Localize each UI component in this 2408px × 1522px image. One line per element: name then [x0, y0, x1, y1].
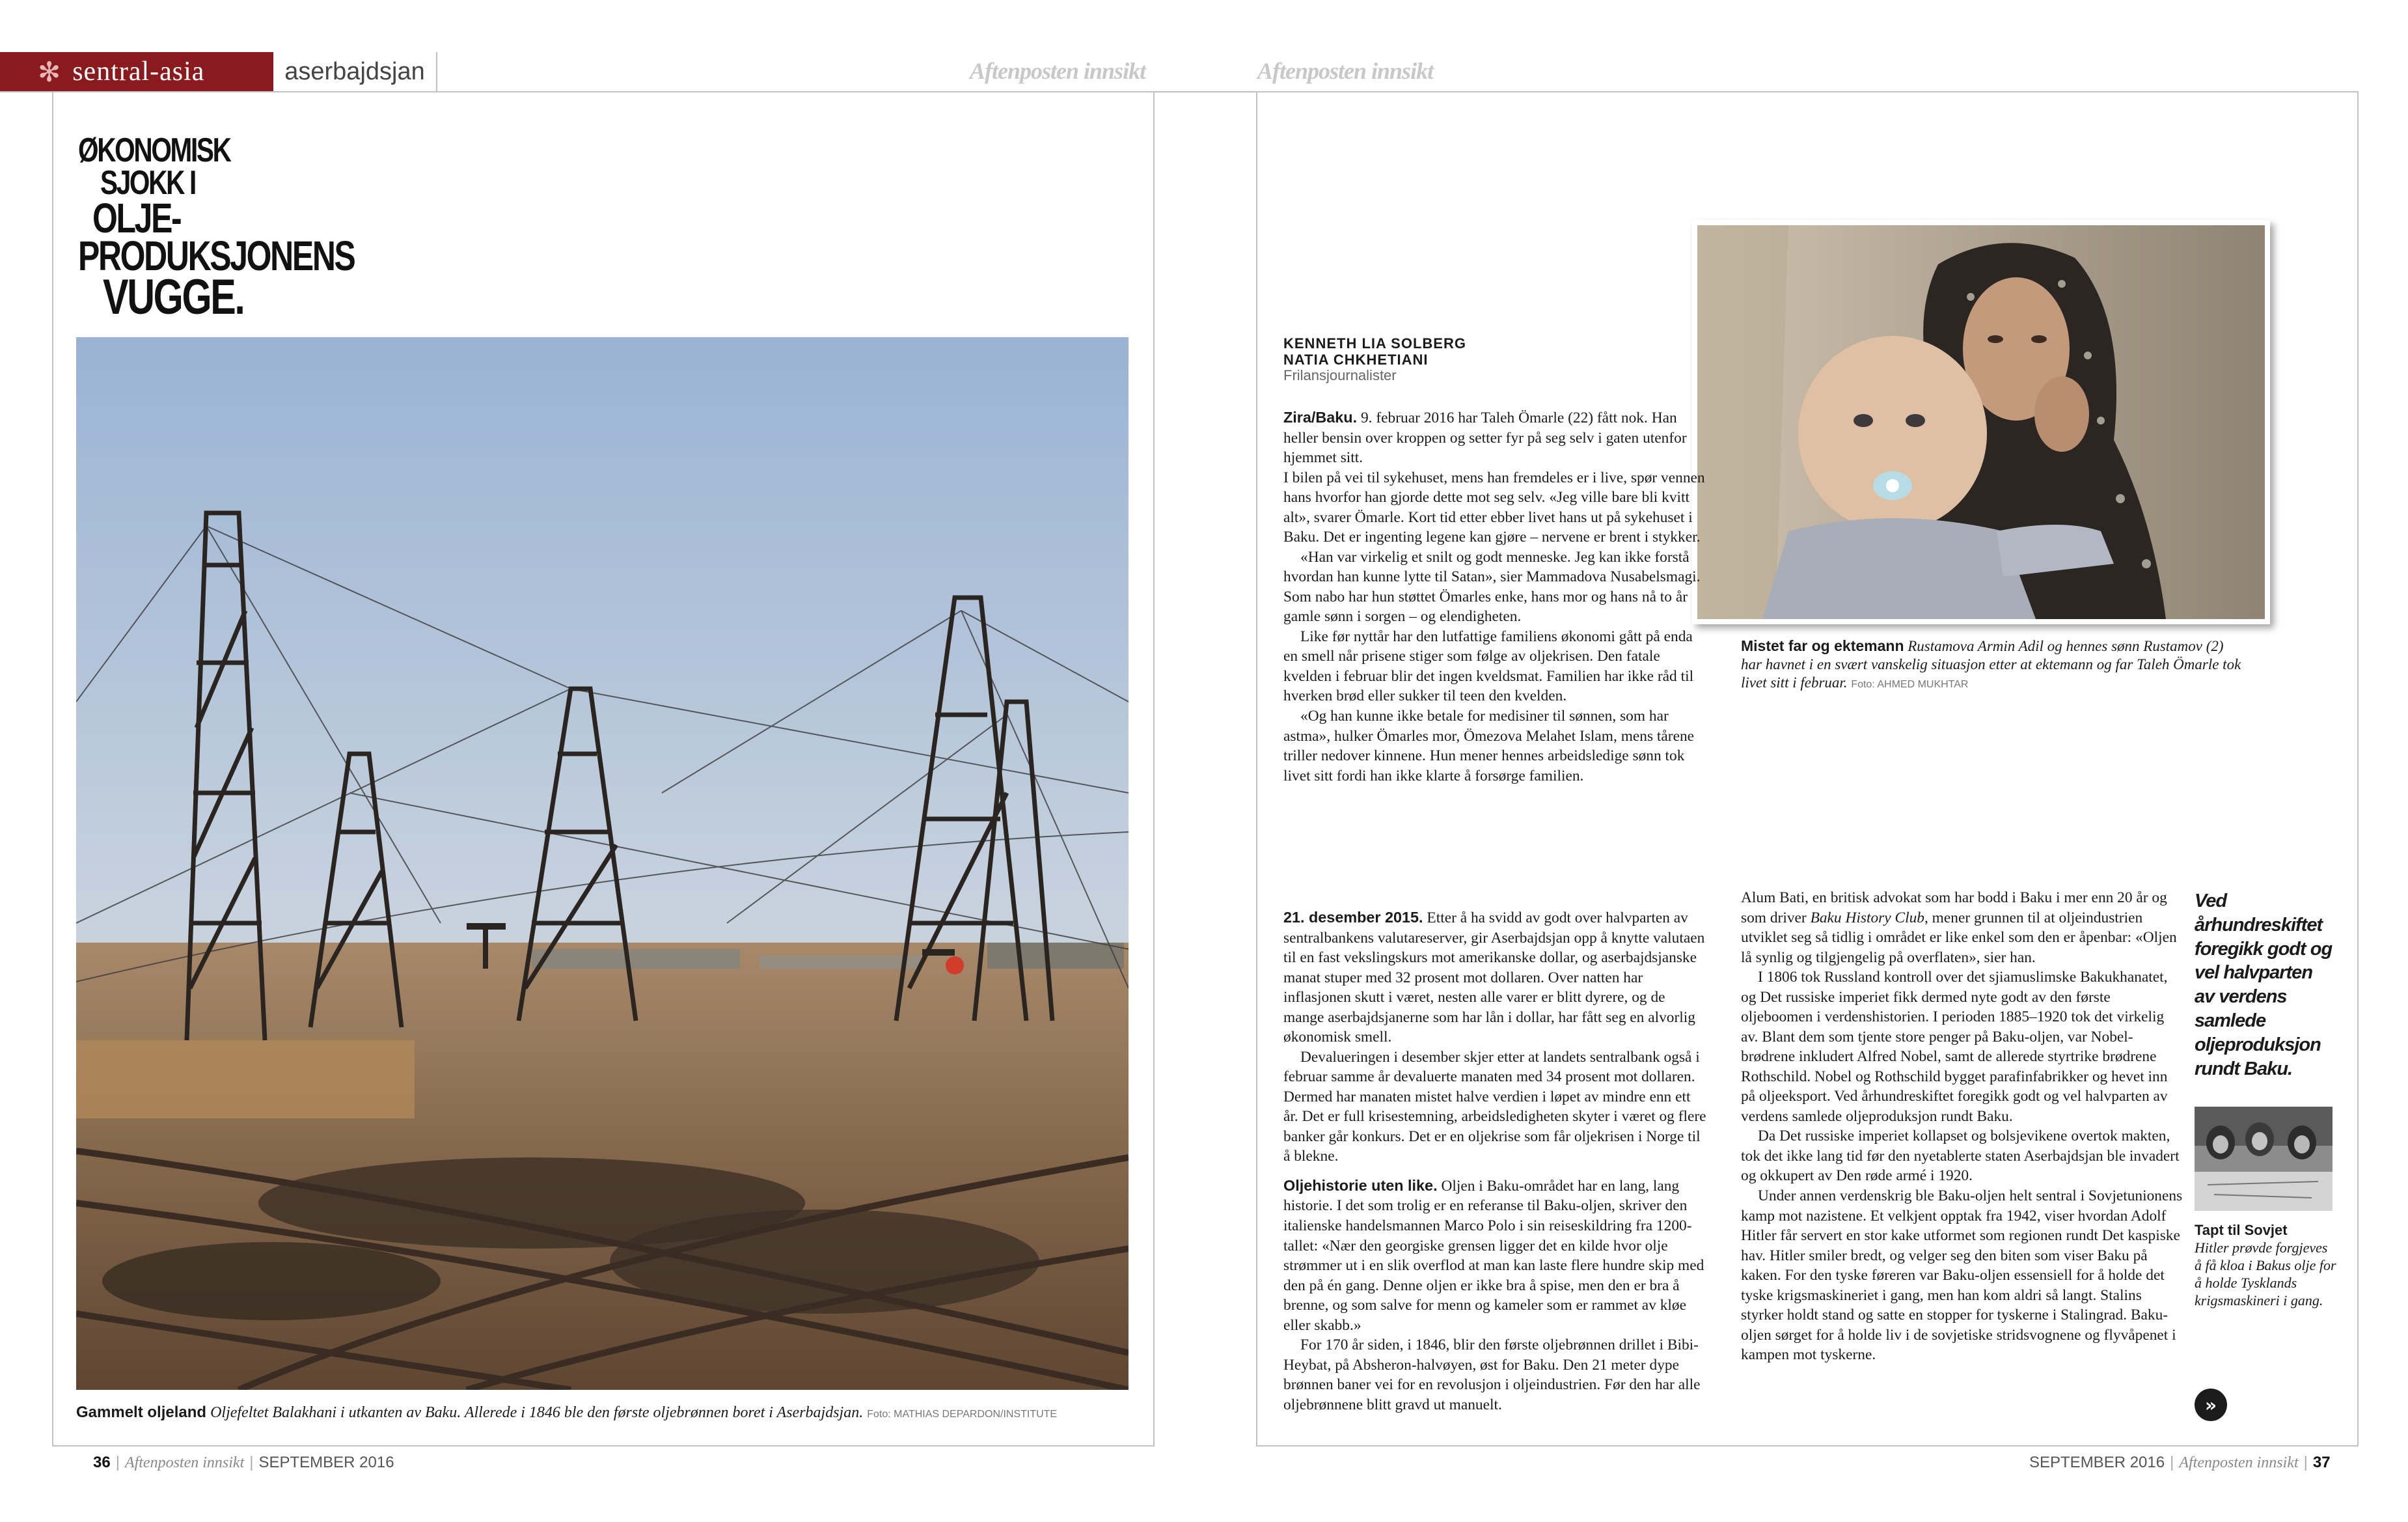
- footer-date: SEPTEMBER 2016: [2029, 1454, 2165, 1471]
- brand-logo-right: Aftenposten innsikt: [1257, 58, 1434, 84]
- footer-left: 36 | Aftenposten innsikt | SEPTEMBER 2016: [93, 1454, 394, 1471]
- paragraph: Zira/Baku. 9. februar 2016 har Taleh Ömarle (22) fått nok. Han heller bensin over kroppen og setter fyr på seg selv i gaten utenfor hjemmet sitt.: [1283, 409, 1687, 467]
- headline-line: VUGGE.: [103, 270, 244, 325]
- headline-line: SJOKK I: [100, 164, 195, 202]
- side-caption-body: Hitler prøvde forgjeves å få kloa i Bakus olje for å holde Tysklands krigsmaskineri i gang.: [2195, 1239, 2336, 1309]
- article-column-1b: [1283, 907, 1706, 1415]
- paragraph: Da Det russiske imperiet kollapset og bolsjevikene overtok makten, tok det ikke lang tid før den nyetablerte staten Aserbajdsjan ble invadert og okkupert av Den røde armé i 1920.: [1741, 1128, 2180, 1185]
- side-caption-title: Tapt til Sovjet: [2195, 1222, 2288, 1238]
- side-caption: [2195, 1221, 2338, 1309]
- headline: [78, 131, 432, 325]
- asterisk-icon: ✻: [38, 55, 61, 88]
- paragraph: Under annen verdenskrig ble Baku-oljen helt sentral i Sovjetunionens kamp mot nazistene. Et velkjent opptak fra 1942, viser hvordan Adolf Hitler får servert en stor kake utformet som regionen rundt Det kaspiske hav. Hitler smiler bredt, og velger seg den biten som viser Baku på kaken. For den tyske føreren var Baku-oljen essensiell for å holde det tyske krigsmaskineriet i gang, men han kom aldri så langt. Stalins styrker holdt stand og satte en stopper for tyskerne i Stalingrad. Baku-oljen sørget for å holde liv i de sovjetiske stridsvognene og flyvåpenet i kampen mot tyskerne.: [1741, 1187, 2183, 1364]
- author-role: Frilansjournalister: [1283, 367, 1397, 384]
- page-number: 37: [2312, 1454, 2331, 1471]
- paragraph: Alum Bati, en britisk advokat som har bodd i Baku i mer enn 20 år og som driver Baku History Club, mener grunnen til at oljeindustrien utviklet seg så tidlig i området er like enkel som den er åpenbar: «Oljen lå synlig og tilgjengelig på overflaten», sier han.: [1741, 889, 2177, 966]
- pull-quote: Ved århundreskiftet foregikk godt og vel halvparten av verdens samlede oljeproduksjon rundt Baku.: [2195, 891, 2333, 1079]
- headline-line: OLJE-: [92, 195, 181, 242]
- paragraph: Devalueringen i desember skjer etter at landets sentralbank også i februar samme år devaluerte manaten med 34 prosent mot dollaren. Dermed har manaten mistet halve verdien i løpet av mindre enn ett år. Det er full krisestemning, arbeidsledigheten skyter i været og flere banker går konkurs. Det er en oljekrise som får oljekrisen i Norge til å blekne.: [1283, 1048, 1706, 1165]
- paragraph: For 170 år siden, i 1846, blir den første oljebrønnen drillet i Bibi-Heybat, på Absheron-halvøyen, øst for Baku. Den 21 meter dype brønnen baner vei for en revolusjon i oljeindustrien. Før den har alle oljebrønnene blitt gravd ut manuelt.: [1283, 1336, 1701, 1413]
- brand-logo-left: Aftenposten innsikt: [970, 58, 1146, 84]
- historical-photo: [2195, 1107, 2333, 1211]
- footer-date: SEPTEMBER 2016: [258, 1454, 394, 1471]
- chevron-double-right-icon[interactable]: »: [2195, 1389, 2227, 1421]
- author-name: KENNETH LIA SOLBERG: [1283, 335, 1466, 352]
- article-column-2: [1741, 888, 2183, 1365]
- article-column-1a: [1283, 408, 1706, 786]
- footer-brand: Aftenposten innsikt: [2179, 1454, 2299, 1471]
- main-photo-caption: Gammelt oljeland Oljefeltet Balakhani i utkanten av Baku. Allerede i 1846 ble den første oljebrønnen boret i Aserbajdsjan. Foto: MATHIAS DEPARDON/INSTITUTE: [76, 1404, 1058, 1421]
- paragraph: I 1806 tok Russland kontroll over det sjiamuslimske Bakukhanatet, og Det russiske imperiet fikk dermed nyte godt av den første oljeboomen i verdenshistorien. I perioden 1885–1920 tok det virkelig av. Blant dem som tjente store penger på Baku-oljen, var Nobel-brødrene inkludert Alfred Nobel, samt de allerede styrtrike brødrene Rothschild. Nobel og Rothschild bygget parafinfabrikker og hevet inn på oljeeksport. Ved århundreskiftet foregikk godt og vel halvparten av verdens samlede oljeproduksjon rundt Baku.: [1741, 969, 2168, 1125]
- oil-field-photo: [76, 337, 1129, 1390]
- portrait-caption: Mistet far og ektemann Rustamova Armin Adil og hennes sønn Rustamov (2) har havnet i en svært vanskelig situasjon etter at ektemann og far Taleh Ömarle tok livet sitt i februar. Foto: AHMED MUKHTAR: [1741, 637, 2241, 691]
- author-name: NATIA CHKHETIANI: [1283, 351, 1429, 368]
- subsection-label[interactable]: aserbajdsjan: [273, 52, 437, 91]
- byline: [1283, 336, 1466, 384]
- paragraph: Oljehistorie uten like. Oljen i Baku-området har en lang, lang historie. I det som trolig er en referanse til Baku-oljen, skriver den italienske handelsmannen Marco Polo i sin reiseskildring fra 1200-tallet: «Nær den georgiske grensen ligger det en kilde hvor olje strømmer ut i en slik overflod at man kan laste flere hundre skip med den på én gang. Denne oljen er ikke bra å spise, men den er bra å brenne, og som salve for menn og kameler som er rammet av kløe eller skabb.»: [1283, 1176, 1704, 1334]
- footer-brand: Aftenposten innsikt: [124, 1454, 245, 1471]
- paragraph: 21. desember 2015. Etter å ha svidd av godt over halvparten av sentralbankens valutareserver, gir Aserbajdsjan opp å knytte valutaen til en fast vekslingskurs mot amerikanske dollar, og aserbajdsjanske manat stuper med 32 prosent mot dollaren. Over natten har inflasjonen skutt i været, nesten alle varer er blitt dyrere, og de mange aserbajdsjanerne som har lån i dollar, har fått seg en alvorlig økonomisk smell.: [1283, 909, 1705, 1046]
- page-number: 36: [93, 1454, 111, 1471]
- section-label: sentral-asia: [72, 57, 205, 87]
- mother-child-photo: [1692, 220, 2270, 624]
- headline-line: PRODUKSJONENS: [78, 232, 355, 279]
- footer-right: SEPTEMBER 2016 | Aftenposten innsikt | 37: [2029, 1454, 2331, 1471]
- paragraph: I bilen på vei til sykehuset, mens han fremdeles er i live, spør vennen hans hvorfor han gjorde dette mot seg selv. «Jeg ville bare bli kvitt alt», svarer Ömarle. Kort tid etter ebber livet hans ut på sykehuset i Baku. Det er ingenting legene kan gjøre – nervene er brent i stykker.: [1283, 469, 1705, 546]
- headline-line: ØKONOMISK: [78, 131, 230, 169]
- section-tag[interactable]: [0, 52, 273, 91]
- paragraph: Like før nyttår har den lutfattige familiens økonomi gått på enda en smell når prisene stiger som følge av oljekrisen. Den fatale kvelden i februar blir det ingen kveldsmat. Familien har ikke råd til hverken brød eller sukker til teen den kvelden.: [1283, 628, 1694, 705]
- paragraph: «Og han kunne ikke betale for medisiner til sønnen, som har astma», hulker Ömarles mor, Ömezova Melahet Islam, mens tårene triller nedover kinnene. Hun mener hennes arbeidsledige sønn tok livet sitt fordi han ikke klarte å forsørge familien.: [1283, 707, 1695, 784]
- paragraph: «Han var virkelig et snilt og godt menneske. Jeg kan ikke forstå hvordan han kunne lytte til Satan», sier Mammadova Nusabelsmagi. Som nabo har hun støttet Ömarles enke, hans mor og hans nå to år gamle sønn i sorgen – og elendigheten.: [1283, 548, 1701, 626]
